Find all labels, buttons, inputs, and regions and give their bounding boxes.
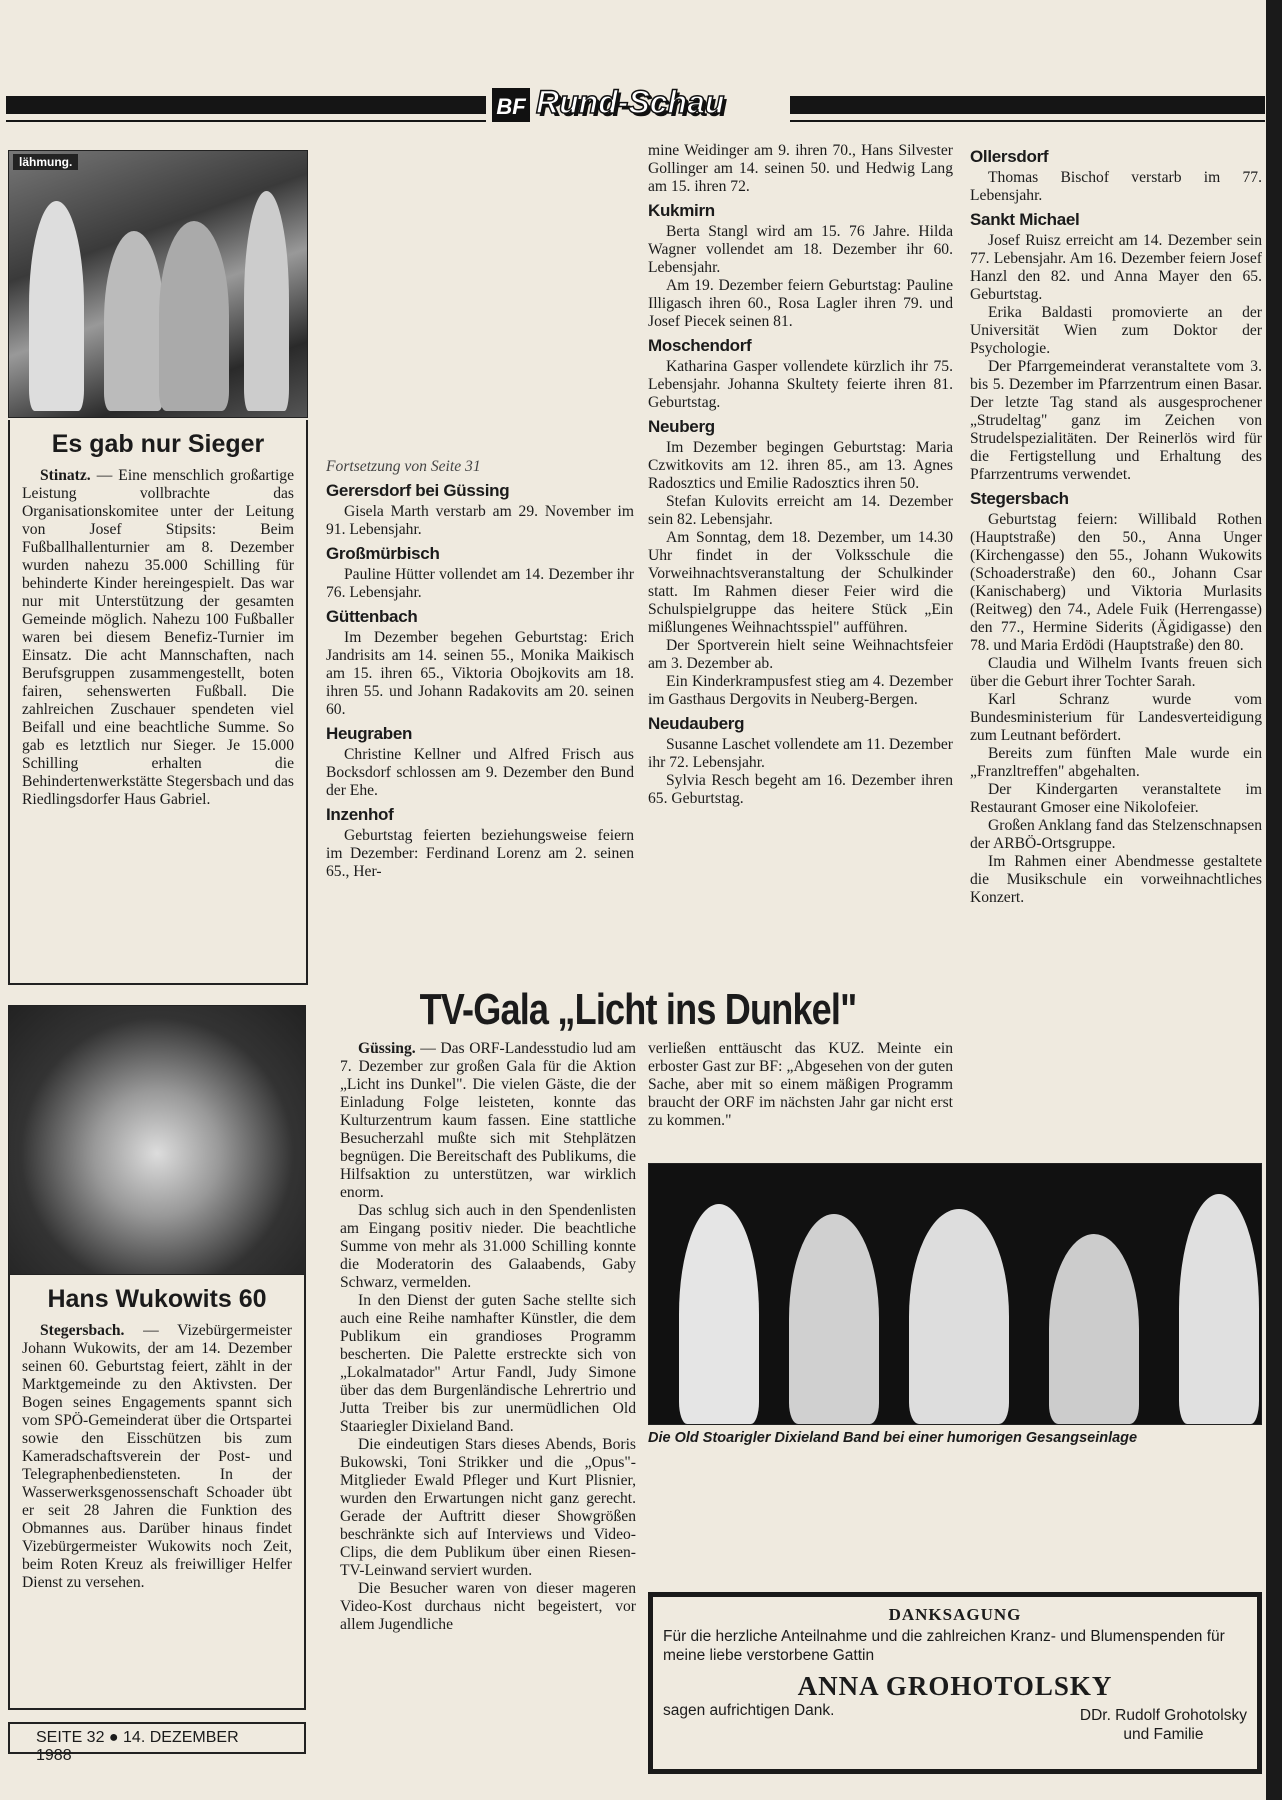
header-rule-left — [6, 96, 486, 114]
section-heading: Ollersdorf — [970, 147, 1049, 166]
gala-paragraph: Die Besucher waren von dieser mageren Video-Kost durchaus nicht begeistert, vor allem Jugendliche — [340, 1580, 636, 1633]
sieger-text: — Eine menschlich großartige Leistung vollbrachte das Organisationskomitee unter der Leitung von Josef Stipsits: Beim Fußballhallenturnier am 8. Dezember wurden nahezu 35.000 Schilling für behinderte Kinder hereingespielt. Das war nur mit Unterstützung der gesamten Gemeinde möglich. Nahezu 100 Fußballer waren bei diesem Benefiz-Turnier im Einsatz. Die acht Mannschaften, nach Berufsgruppen zusammengestellt, boten fairen, sehenswerten Fußball. Die zahlreichen Zuschauer spendeten viel Beifall und eine beachtliche Summe. So gab es letztlich nur Sieger. Je 15.000 Schilling erhalten die Behindertenwerkstätte Stegersbach und das Riedlingsdorfer Haus Gabriel. — [22, 467, 294, 808]
continued-note: Fortsetzung von Seite 31 — [326, 458, 481, 475]
gala-column-right — [648, 1040, 953, 1130]
gala-paragraph: Die eindeutigen Stars dieses Abends, Boris Bukowski, Toni Strikker und die „Opus"-Mitglieder Ewald Pfleger und Kurt Plisnier, wurden den Erwartungen nicht ganz gerecht. Gerade der Auftritt dieser Showgrößen beschränkte sich auf Interviews und Video-Clips, die dem Publikum über einen Riesen-TV-Leinwand serviert wurden. — [340, 1436, 636, 1579]
section-paragraph: Christine Kellner und Alfred Frisch aus Bocksdorf schlossen am 9. Dezember den Bund der Ehe. — [326, 746, 634, 799]
section-paragraph: Großen Anklang fand das Stelzenschnapsen der ARBÖ-Ortsgruppe. — [970, 817, 1262, 852]
ad-thanks: sagen aufrichtigen Dank. — [663, 1702, 835, 1719]
section-paragraph: Josef Ruisz erreicht am 14. Dezember sein 77. Lebensjahr. Am 16. Dezember feiern Josef Hanzl den 82. und Anna Mayer den 65. Geburtstag. — [970, 232, 1262, 303]
header-rule-right — [790, 96, 1265, 114]
section-heading: Inzenhof — [326, 805, 394, 824]
section-heading: Sankt Michael — [970, 210, 1080, 229]
column-2 — [326, 458, 634, 881]
section-paragraph: Erika Baldasti promovierte an der Universität Wien zum Doktor der Psychologie. — [970, 304, 1262, 357]
section-heading: Moschendorf — [648, 336, 752, 355]
team-photo — [8, 150, 308, 418]
header-rule-right-thin — [790, 120, 1265, 122]
section-paragraph: Katharina Gasper vollendete kürzlich ihr 75. Lebensjahr. Johanna Skultety feierte ihren 81. Geburtstag. — [648, 358, 953, 411]
section-heading: Neuberg — [648, 417, 715, 436]
article-sieger — [8, 420, 308, 985]
section-paragraph: Gisela Marth verstarb am 29. November im 91. Lebensjahr. — [326, 503, 634, 538]
section-paragraph: Thomas Bischof verstarb im 77. Lebensjahr. — [970, 169, 1262, 204]
section-paragraph: Susanne Laschet vollendete am 11. Dezember ihr 72. Lebensjahr. — [648, 736, 953, 771]
header-logo: BF — [492, 88, 530, 122]
section-paragraph: Sylvia Resch begeht am 16. Dezember ihren 65. Geburtstag. — [648, 772, 953, 807]
section-heading: Kukmirn — [648, 201, 715, 220]
section-paragraph: Karl Schranz wurde vom Bundesministerium für Landesverteidigung zum Leutnant befördert. — [970, 691, 1262, 744]
ad-signature: DDr. Rudolf Grohotolsky — [1079, 1707, 1247, 1724]
section-paragraph: Im Rahmen einer Abendmesse gestaltete die Musikschule ein vorweihnachtliches Konzert. — [970, 853, 1262, 906]
section-paragraph: Ein Kinderkrampusfest stieg am 4. Dezember im Gasthaus Dergovits in Neuberg-Bergen. — [648, 673, 953, 708]
section-paragraph: Im Dezember begehen Geburtstag: Erich Jandrisits am 14. seinen 55., Monika Maikisch am 15. ihren 65., Viktoria Obojkovits am 18. ihren 55. und Johann Radakovits am 20. seinen 60. — [326, 629, 634, 718]
column-3 — [648, 142, 953, 808]
gala-paragraph: In den Dienst der guten Sache stellte sich auch eine Reihe namhafter Künstler, die dem Publikum ein grandioses Programm bescherten. Die Palette erstreckte sich von „Lokalmatador" Artur Fandl, Judy Simone über das dem Burgenländische Lehrertrio und Jutta Treiber bis zur unermüdlichen Old Staariegler Dixieland Band. — [340, 1292, 636, 1435]
section-paragraph: Der Pfarrgemeinderat veranstaltete vom 3. bis 5. Dezember im Pfarrzentrum einen Basar. Der letzte Tag stand als ausgesprochener „Strudeltag" ganz im Zeichen von Strudelspezialitäten. Der Reinerlös wird für die Fertigstellung und Erhaltung des Pfarrzentrums verwendet. — [970, 358, 1262, 483]
wukowits-title: Hans Wukowits 60 — [47, 1285, 267, 1313]
section-paragraph: Pauline Hütter vollendet am 14. Dezember ihr 76. Lebensjahr. — [326, 566, 634, 601]
section-paragraph: Berta Stangl wird am 15. 76 Jahre. Hilda Wagner vollendet am 18. Dezember ihr 60. Lebensjahr. — [648, 223, 953, 276]
wukowits-text: — Vizebürgermeister Johann Wukowits, der am 14. Dezember seinen 60. Geburtstag feiert, zählt in der Marktgemeinde zu den Aktivsten. Der Bogen seines Engagements spannt sich vom SPÖ-Gemeinderat über die Ortspartei sowie den Eisschützen bis zum Kameradschaftsverein der Post- und Telegraphenbediensteten. In der Wasserwerksgenossenschaft Schoader übt er seit 28 Jahren die Funktion des Obmannes aus. Darüber hinaus findet Vizebürgermeister Wukowits noch Zeit, beim Roten Kreuz als freiwilliger Helfer Dienst zu versehen. — [22, 1322, 292, 1591]
gala-place: Güssing. — [358, 1040, 416, 1057]
section-paragraph: Stefan Kulovits erreicht am 14. Dezember sein 82. Lebensjahr. — [648, 493, 953, 528]
danksagung-ad — [648, 1592, 1262, 1774]
section-paragraph: Bereits zum fünften Male wurde ein „Franzltreffen" abgehalten. — [970, 745, 1262, 780]
ad-name: ANNA GROHOTOLSKY — [797, 1671, 1113, 1701]
article-wukowits — [8, 1275, 306, 1710]
section-paragraph: Der Kindergarten veranstaltete im Restaurant Gmoser eine Nikolofeier. — [970, 781, 1262, 816]
gala-lead: — Das ORF-Landesstudio lud am 7. Dezember zur großen Gala für die Aktion „Licht ins Dunkel". Die vielen Gäste, die der Einladung Folge leisteten, konnte das Kulturzentrum kaum fassen. Eine stattliche Besucherzahl mußte sich mit Stehplätzen begnügen. Die Bereitschaft des Publikums, die Hilfsaktion zu unterstützen, war wirklich enorm. — [340, 1040, 636, 1201]
section-heading: Neudauberg — [648, 714, 745, 733]
gala-title: TV-Gala „Licht ins Dunkel" — [419, 985, 857, 1034]
section-paragraph: Im Dezember begingen Geburtstag: Maria Czwitkovits am 12. ihren 85., am 13. Agnes Radosztics und Emilie Radosztics ihren 50. — [648, 439, 953, 492]
section-heading: Gerersdorf bei Güssing — [326, 481, 510, 500]
header-rule-left-thin — [6, 120, 486, 122]
gala-paragraph: Das schlug sich auch in den Spendenlisten am Eingang positiv nieder. Die beachtliche Summe von mehr als 31.000 Schilling konnte die Moderatorin des Galaabends, Gaby Schwarz, vermelden. — [340, 1202, 636, 1291]
gala-column-left — [340, 1040, 636, 1634]
header-title: Rund-Schau — [536, 84, 725, 120]
column-4 — [970, 142, 1262, 907]
ad-text: Für die herzliche Anteilnahme und die zahlreichen Kranz- und Blumenspenden für meine liebe verstorbene Gattin — [663, 1628, 1225, 1664]
section-heading: Güttenbach — [326, 607, 418, 626]
wukowits-place: Stegersbach. — [40, 1322, 125, 1339]
wukowits-portrait — [8, 1005, 306, 1275]
section-paragraph: Am Sonntag, dem 18. Dezember, um 14.30 Uhr findet in der Volksschule die Vorweihnachtsveranstaltung der Schulkinder statt. Im Rahmen dieser Feier wird die Schulspielgruppe das heitere Stück „Ein mißlungenes Weihnachtsspiel" aufführen. — [648, 529, 953, 636]
page-footer: SEITE 32 ● 14. DEZEMBER 1988 — [8, 1722, 306, 1754]
band-caption: Die Old Stoarigler Dixieland Band bei einer humorigen Gesangseinlage — [648, 1430, 1138, 1446]
sieger-place: Stinatz. — [40, 467, 91, 484]
section-paragraph: Claudia und Wilhelm Ivants freuen sich über die Geburt ihrer Tochter Sarah. — [970, 655, 1262, 690]
sieger-title: Es gab nur Sieger — [51, 430, 265, 458]
gala-right-text: verließen enttäuscht das KUZ. Meinte ein erboster Gast zur BF: „Abgesehen von der guten Sache, aber mit so einem mäßigen Programm braucht der ORF im nächsten Jahr gar nicht erst zu kommen." — [648, 1040, 953, 1129]
section-paragraph: Am 19. Dezember feiern Geburtstag: Pauline Illigasch ihren 60., Rosa Lagler ihren 79. und Josef Piecek seinen 81. — [648, 277, 953, 330]
section-paragraph: Der Sportverein hielt seine Weihnachtsfeier am 3. Dezember ab. — [648, 637, 953, 672]
photo-banner: lähmung. — [13, 154, 78, 170]
section-heading: Großmürbisch — [326, 544, 440, 563]
band-photo — [648, 1163, 1262, 1425]
section-paragraph: Geburtstag feierten beziehungsweise feiern im Dezember: Ferdinand Lorenz am 2. seinen 65., Her- — [326, 827, 634, 880]
col3-lead: mine Weidinger am 9. ihren 70., Hans Silvester Gollinger am 14. seinen 50. und Hedwig Lang am 15. ihren 72. — [648, 142, 953, 195]
ad-title: DANKSAGUNG — [888, 1605, 1022, 1624]
section-heading: Heugraben — [326, 724, 413, 743]
section-paragraph: Geburtstag feiern: Willibald Rothen (Hauptstraße) den 50., Anna Unger (Kirchengasse) den 55., Johann Wukowits (Schoaderstraße) den 60., Johann Csar (Kanischaberg) und Viktoria Murlasits (Reitweg) den 74., Adele Fuik (Herrengasse) den 77., Hermine Siderits (Ägidigasse) den 78. und Maria Erdödi (Hauptstraße) den 80. — [970, 511, 1262, 654]
section-heading: Stegersbach — [970, 489, 1069, 508]
ad-signature-family: und Familie — [1123, 1726, 1204, 1743]
binding-edge — [1266, 0, 1282, 1800]
